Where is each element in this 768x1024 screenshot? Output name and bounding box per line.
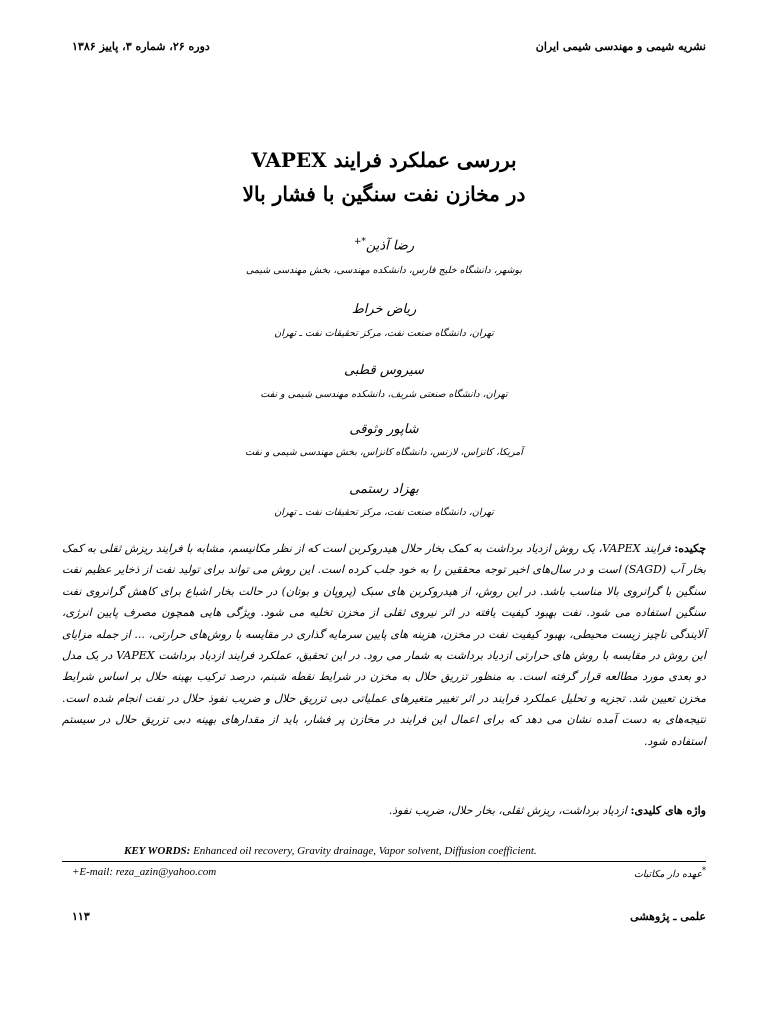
article-category: علمی ـ پژوهشی — [630, 910, 706, 923]
keywords-en-label: KEY WORDS: — [124, 845, 191, 857]
keywords-en-text: Enhanced oil recovery, Gravity drainage, Vapor solvent, Diffusion coefficient. — [193, 845, 537, 857]
page-number: ۱۱۳ — [72, 910, 90, 923]
corresponding-note — [634, 866, 706, 880]
author-1-affiliation: بوشهر، دانشگاه خلیج فارس، دانشکده مهندسی، بخش مهندسی شیمی — [246, 265, 522, 276]
journal-name: نشریه شیمی و مهندسی شیمی ایران — [535, 40, 706, 53]
title-line-1: بررسی عملکرد فرایند VAPEX — [251, 148, 517, 172]
author-4-affiliation: آمریکا، کانزاس، لارنس، دانشگاه کانزاس، بخش مهندسی شیمی و نفت — [245, 447, 523, 458]
author-2-affiliation: تهران، دانشگاه صنعت نفت، مرکز تحقیقات نفت ـ تهران — [274, 328, 494, 339]
author-5-affiliation: تهران، دانشگاه صنعت نفت، مرکز تحقیقات نفت ـ تهران — [274, 507, 494, 518]
author-1-name: رضا آذین — [365, 238, 415, 254]
issue-info: دوره ۲۶، شماره ۳، پاییز ۱۳۸۶ — [72, 40, 210, 53]
keywords-fa-text: ازدیاد برداشت، ریزش ثقلی، بخار حلال، ضریب نفوذ. — [388, 804, 627, 817]
abstract — [62, 538, 706, 752]
corresponding-text: عهده دار مکاتبات — [633, 869, 702, 881]
author-name — [0, 237, 768, 253]
corresponding-mark: * — [702, 866, 706, 875]
author-email: +E-mail: reza_azin@yahoo.com — [72, 866, 217, 878]
author-3-name: سیروس قطبی — [344, 363, 424, 378]
footnote-divider — [62, 861, 706, 862]
keywords-en — [124, 845, 537, 857]
author-3-affiliation: تهران، دانشگاه صنعتی شریف، دانشکده مهندسی شیمی و نفت — [260, 389, 508, 400]
keywords-fa-label: واژه های کلیدی: — [630, 804, 706, 817]
keywords-fa — [389, 804, 706, 817]
title-line-2: در مخازن نفت سنگین با فشار بالا — [242, 182, 526, 206]
abstract-label: چکیده: — [674, 542, 706, 555]
author-1-mark: *+ — [353, 237, 366, 247]
author-4-name: شاپور وثوقی — [349, 422, 419, 437]
author-2-name: ریاض خراط — [351, 302, 417, 317]
abstract-text: فرایند VAPEX، یک روش ازدیاد برداشت به کمک بخار حلال هیدروکربن است که از نظر مکانیسم، مشابه با فرایند ریزش ثقلی به کمک بخار آب (SAGD) است و در سال‌های اخیر توجه محققین را به خود جلب کرده است. این روش می تواند برای تولید نفت از ذخایر عظیم نفت سنگین با گرانروی بالا مناسب باشد. در این روش، از هیدروکربن های سبک (پروپان و بوتان) در حالت بخار اشباع برای کاهش گرانروی نفت سنگین استفاده می شود. نفت بهبود کیفیت یافته در اثر نیروی ثقلی از مخزن تخلیه می شود. ویژگی هایی همچون مصرف پایین انرژی، آلایندگی ناچیز زیست محیطی، بهبود کیفیت نفت در مخزن، هزینه های پایین سرمایه گذاری در مقایسه با روش‌های حرارتی، ... از جمله مزایای این روش در مقایسه با روش های حرارتی ازدیاد برداشت به شمار می رود. در این تحقیق، عملکرد فرایند ازدیاد برداشت VAPEX در یک مدل دو بعدی مورد مطالعه قرار گرفته است. به منظور تزریق حلال به مخزن در شرایط نقطه شبنم، درصد ترکیب بهینه حلال بر اساس شرایط مخزن تعیین شد. تجزیه و تحلیل عملکرد فرایند در اثر تغییر متغیرهای عملیاتی دبی تزریق حلال و ضریب نفوذ حلال در نفت انجام شده است. نتیجه‌های به دست آمده نشان می دهد که برای اعمال این فرایند در مخازن پر فشار، باید از مقدارهای بهینه دبی تزریق حلال در سیستم استفاده شود. — [62, 542, 706, 748]
author-5-name: بهزاد رستمی — [349, 482, 419, 497]
